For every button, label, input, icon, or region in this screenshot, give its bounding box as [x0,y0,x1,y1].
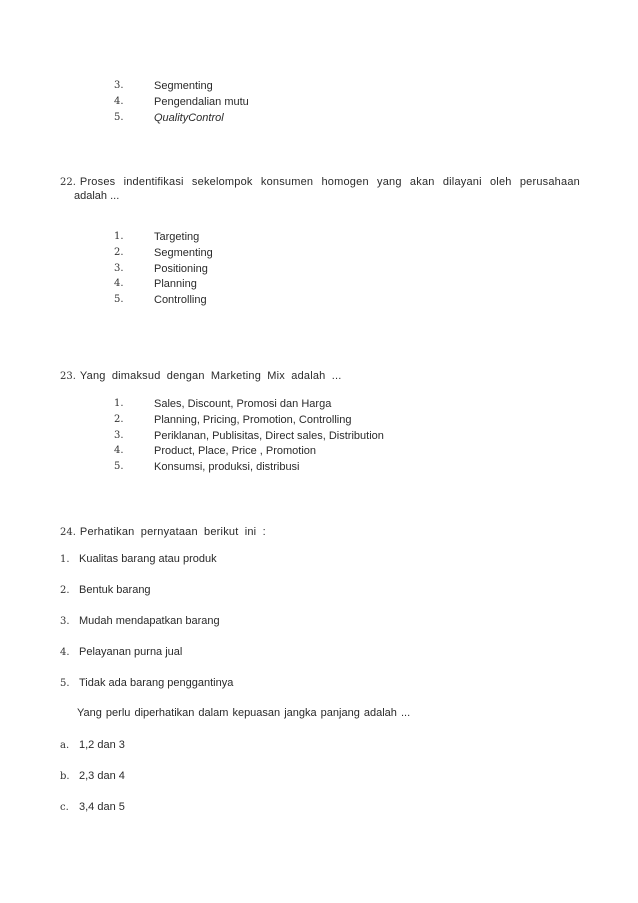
option-text: Segmenting [154,247,213,259]
statement-number: 5. [60,678,70,689]
answer-option [60,799,125,815]
question-prompt: Yang perlu diperhatikan dalam kepuasan jangka panjang adalah ... [77,707,411,719]
statement-number: 2. [60,585,70,596]
option-text: Konsumsi, produksi, distribusi [154,461,300,473]
question-24 [60,522,580,541]
option-number: 1. [114,231,124,242]
answer-text: 1,2 dan 3 [79,739,125,751]
option-number: 2. [114,414,124,425]
option-number: 1. [114,398,124,409]
option-number: 5. [114,112,124,123]
answer-option [60,737,125,753]
statement-item [60,613,220,629]
option-text: Targeting [154,231,200,243]
option-text: Product, Place, Price , Promotion [154,445,317,457]
option-number: 5. [114,461,124,472]
statement-number: 3. [60,616,70,627]
option-number: 5. [114,294,124,305]
option-number: 4. [114,96,124,107]
statement-text: Tidak ada barang penggantinya [79,677,234,689]
question-number: 22. [60,177,76,188]
statement-item [60,582,151,598]
question-text-continued: adalah ... [74,190,120,202]
answer-text: 2,3 dan 4 [79,770,125,782]
question-23 [60,366,580,385]
option-number: 3. [114,80,124,91]
question-text: Proses indentifikasi sekelompok konsumen homogen yang akan dilayani oleh perusahaan [79,176,580,188]
option-text: Pengendalian mutu [154,96,249,108]
statement-item [60,644,182,660]
answer-text: 3,4 dan 5 [79,801,125,813]
option-number: 3. [114,430,124,441]
statement-item [60,551,217,567]
option-number: 3. [114,263,124,274]
question-text: Yang dimaksud dengan Marketing Mix adalah ... [79,370,342,382]
answer-letter: c. [60,802,69,813]
statement-text: Mudah mendapatkan barang [79,615,220,627]
option-number: 4. [114,445,124,456]
answer-option [60,768,125,784]
statement-text: Pelayanan purna jual [79,646,183,658]
question-22 [60,172,580,191]
option-text: Planning, Pricing, Promotion, Controlling [154,414,352,426]
option-text: QualityControl [154,112,224,124]
statement-item [60,675,233,691]
option-number: 2. [114,247,124,258]
option-text: Sales, Discount, Promosi dan Harga [154,398,332,410]
statement-text: Kualitas barang atau produk [79,553,217,565]
answer-letter: a. [60,740,70,751]
option-text: Planning [154,278,197,290]
option-number: 4. [114,278,124,289]
answer-letter: b. [60,771,70,782]
statement-number: 4. [60,647,70,658]
question-number: 23. [60,371,76,382]
option-text: Positioning [154,263,208,275]
statement-number: 1. [60,554,70,565]
question-text: Perhatikan pernyataan berikut ini : [79,526,266,538]
option-text: Periklanan, Publisitas, Direct sales, Distribution [154,430,384,442]
option-text: Controlling [154,294,207,306]
option-text: Segmenting [154,80,213,92]
question-number: 24. [60,527,76,538]
statement-text: Bentuk barang [79,584,151,596]
